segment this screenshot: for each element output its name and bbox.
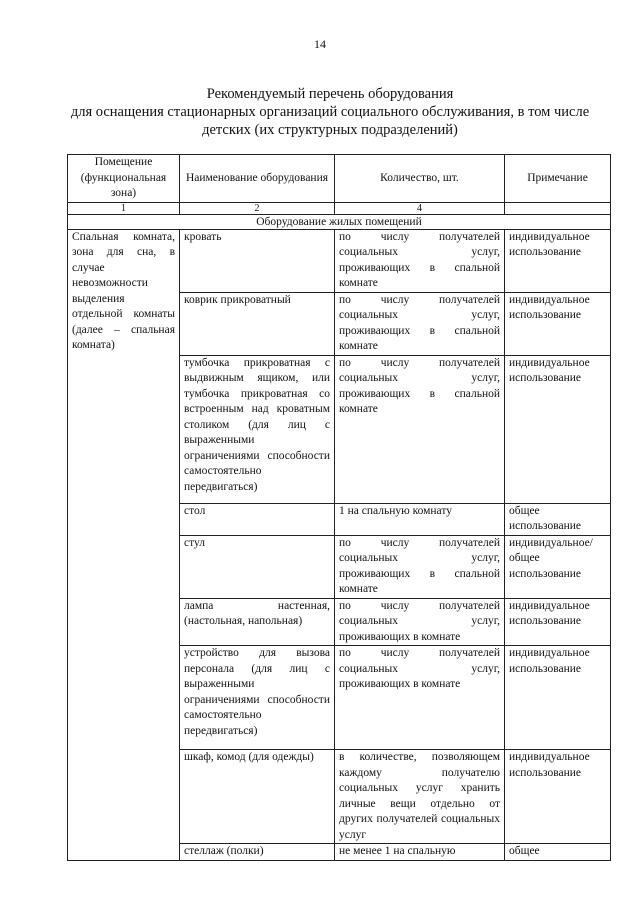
equipment-note: индивидуальное использование: [505, 598, 611, 646]
equipment-note: общее использование: [505, 503, 611, 535]
equipment-quantity: в количестве, позволяющем каждому получателю социальных услуг хранить личные вещи отдельно от других получателей социальных услуг: [335, 750, 505, 844]
equipment-note: индивидуальное использование: [505, 750, 611, 844]
header-room: Помещение (функциональная зона): [68, 155, 180, 203]
equipment-name: стол: [180, 503, 335, 535]
table-header-row: [68, 155, 611, 203]
column-number: 1: [68, 202, 180, 214]
equipment-quantity: по числу получателей социальных услуг, проживающих в комнате: [335, 646, 505, 750]
equipment-name: лампа настенная, (настольная, напольная): [180, 598, 335, 646]
page-number: 14: [314, 37, 326, 51]
equipment-note: индивидуальное использование: [505, 229, 611, 292]
equipment-name: кровать: [180, 229, 335, 292]
title-line-1: Рекомендуемый перечень оборудования: [206, 86, 454, 102]
equipment-note: индивидуальное использование: [505, 292, 611, 355]
equipment-name: тумбочка прикроватная с выдвижным ящиком, или тумбочка прикроватная со встроенным над кроватным столиком (для лиц с выраженными ограничениями способности самостоятельно передвигаться): [180, 355, 335, 503]
header-note: Примечание: [505, 155, 611, 203]
equipment-quantity: не менее 1 на спальную: [335, 844, 505, 861]
column-number: 2: [180, 202, 335, 214]
column-number-row: [68, 202, 611, 214]
equipment-quantity: по числу получателей социальных услуг, проживающих в комнате: [335, 598, 505, 646]
equipment-name: устройство для вызова персонала (для лиц с выраженными ограничениями способности самостоятельно передвигаться): [180, 646, 335, 750]
equipment-quantity: по числу получателей социальных услуг, проживающих в спальной комнате: [335, 355, 505, 503]
header-name: Наименование оборудования: [180, 155, 335, 203]
equipment-table: [67, 154, 611, 861]
equipment-name: коврик прикроватный: [180, 292, 335, 355]
equipment-note: индивидуальное использование: [505, 646, 611, 750]
column-number: 4: [335, 202, 505, 214]
room-cell: Спальная комната, зона для сна, в случае невозможности выделения отдельной комнаты (далее – спальная комната): [68, 229, 180, 860]
equipment-note: индивидуальное/ общее использование: [505, 535, 611, 598]
title-line-2: для оснащения стационарных организаций социального обслуживания, в том числе: [70, 104, 590, 120]
equipment-note: общее: [505, 844, 611, 861]
section-row: [68, 214, 611, 229]
section-title: Оборудование жилых помещений: [68, 214, 611, 229]
equipment-quantity: 1 на спальную комнату: [335, 503, 505, 535]
header-quantity: Количество, шт.: [335, 155, 505, 203]
equipment-name: шкаф, комод (для одежды): [180, 750, 335, 844]
equipment-quantity: по числу получателей социальных услуг, проживающих в спальной комнате: [335, 535, 505, 598]
equipment-name: стеллаж (полки): [180, 844, 335, 861]
title-line-3: детских (их структурных подразделений): [202, 122, 458, 138]
column-number: [505, 202, 611, 214]
equipment-quantity: по числу получателей социальных услуг, проживающих в спальной комнате: [335, 292, 505, 355]
equipment-quantity: по числу получателей социальных услуг, проживающих в спальной комнате: [335, 229, 505, 292]
equipment-name: стул: [180, 535, 335, 598]
table-row: [68, 229, 611, 292]
document-title: [50, 85, 610, 139]
equipment-note: индивидуальное использование: [505, 355, 611, 503]
